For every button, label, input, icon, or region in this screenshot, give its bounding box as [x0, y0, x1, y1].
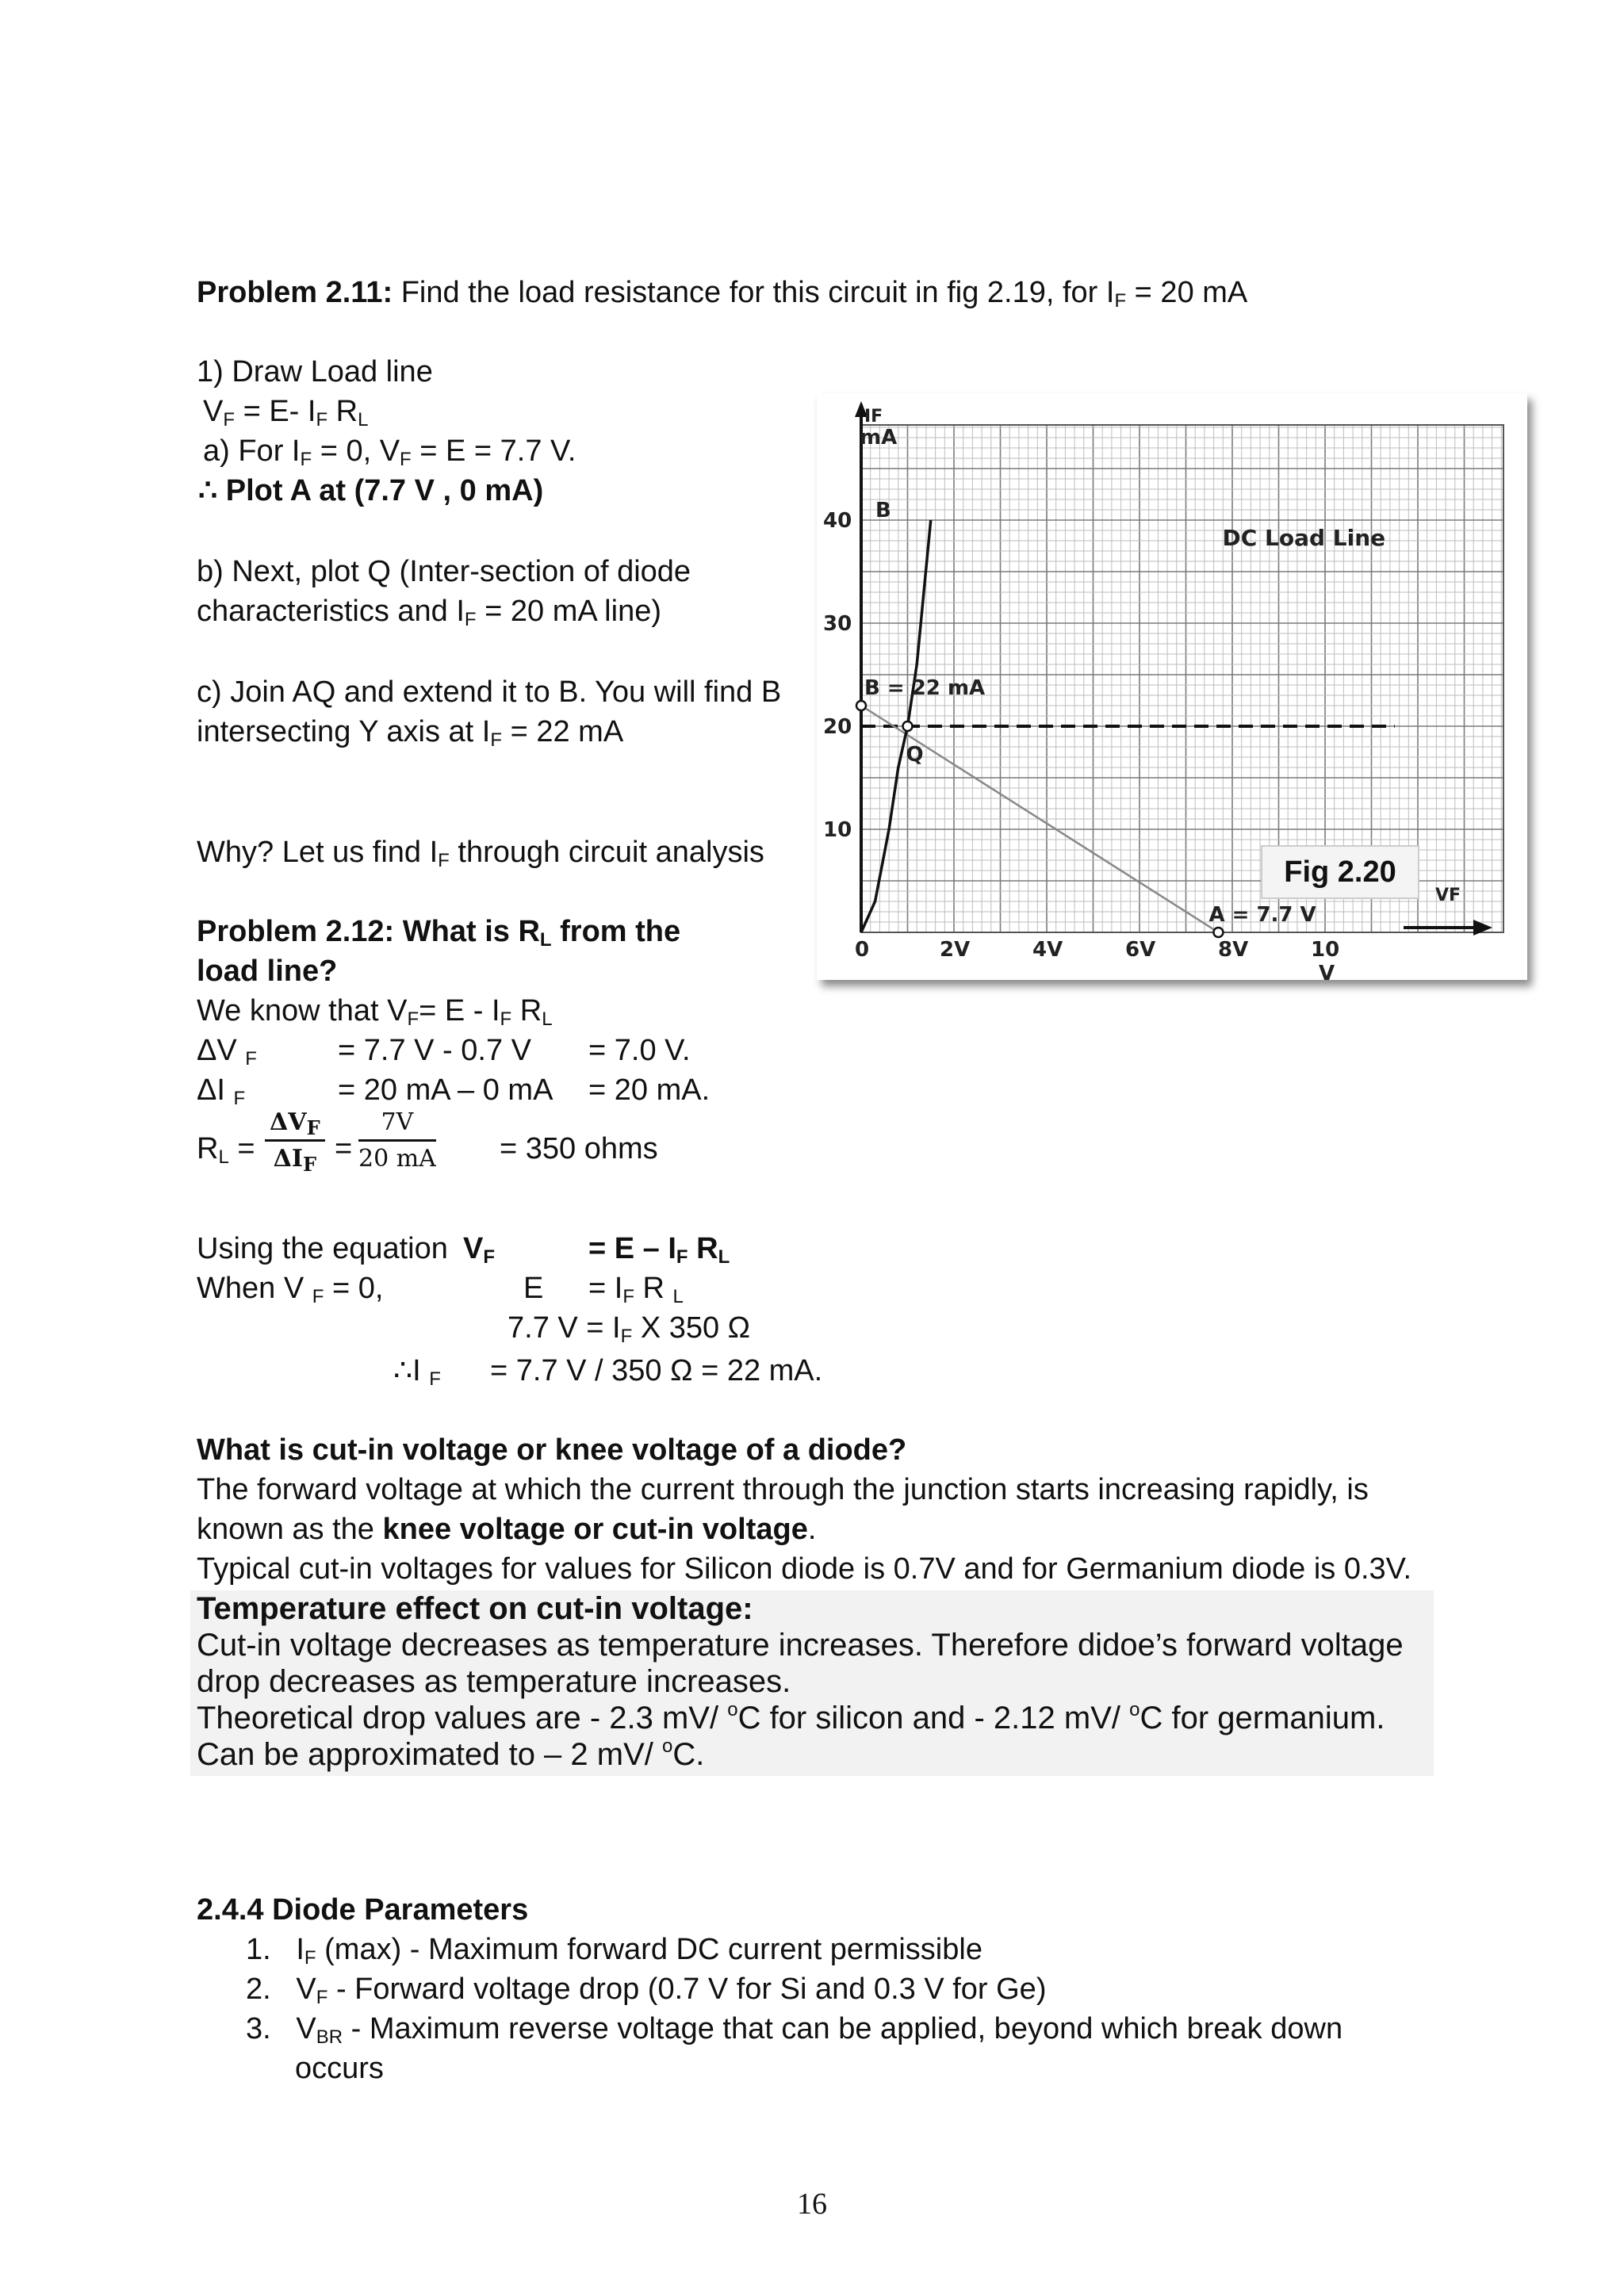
temp-line4-b: C. — [672, 1737, 705, 1772]
problem-2-11-text-end: = 20 mA — [1126, 276, 1248, 309]
why-text: Why? Let us find $I_F$ through circuit analysis — [197, 836, 764, 871]
temp-line3-b: C for silicon and - 2.12 mV/ — [737, 1701, 1130, 1735]
if-result: = 7.7 V / 350 Ω = 22 mA. — [490, 1354, 823, 1387]
delta-if-label: ΔI $_F$ — [197, 1073, 246, 1109]
cutin-p1-a: The forward voltage at which the current through the junction starts increasing rapidly, is — [197, 1473, 1369, 1506]
cutin-p1-c: . — [807, 1513, 817, 1546]
degree-sup: o — [1129, 1699, 1140, 1720]
x-tick-label: 0 — [855, 938, 870, 962]
degree-sup: o — [662, 1735, 673, 1757]
x-unit-label: V — [1319, 962, 1335, 980]
plot-a: ∴ Plot A at (7.7 V , 0 mA) — [198, 474, 544, 507]
problem-2-12-heading — [197, 913, 680, 950]
x-tick-label: 8V — [1218, 938, 1249, 962]
point-q — [903, 721, 913, 731]
temp-line3-c: C for germanium. — [1139, 1701, 1385, 1735]
temp-line4 — [197, 1736, 704, 1773]
fraction-den: $\Delta I_F$ — [273, 1145, 316, 1176]
e-eq: = $I_F$ R $_L$ — [588, 1272, 684, 1307]
problem-2-11-heading: Problem 2.11: — [197, 276, 393, 309]
problem-2-12-heading-c: load line? — [197, 955, 338, 988]
problem-2-12-heading-b: from the — [551, 915, 681, 948]
step-c-line1: c) Join AQ and extend it to B. You will find B — [197, 675, 782, 709]
using-vf: $V_F$ — [463, 1232, 496, 1268]
rl-label: $R_L$ = — [197, 1132, 255, 1168]
x-tick-label: 2V — [940, 938, 971, 962]
we-know: We know that $V_F= E - I_F$ $R_L$ — [197, 994, 553, 1030]
a-value-label: A = 7.7 V — [1208, 903, 1316, 927]
temp-line4-a: Can be approximated to – 2 mV/ — [197, 1737, 662, 1772]
step-b-line2: characteristics and $I_F = 20$ mA line) — [197, 595, 661, 630]
point-b — [856, 701, 866, 710]
params-heading: 2.4.4 Diode Parameters — [197, 1893, 529, 1927]
x-axis-label: VF — [1435, 886, 1461, 905]
x-tick-label: 10 — [1311, 938, 1340, 962]
equals-sign: = — [335, 1132, 353, 1165]
x-tick-label: 6V — [1125, 938, 1156, 962]
page-number: 16 — [797, 2187, 827, 2221]
param-item-2: 2. $V_F$ - Forward voltage drop (0.7 V for Si and 0.3 V for Ge) — [246, 1973, 1047, 2008]
fraction-num: 7V — [358, 1108, 436, 1142]
point-a — [1213, 928, 1223, 937]
point-q-label: Q — [906, 743, 924, 767]
line-7-7: 7.7 $V = I_F$ X 350 Ω — [508, 1311, 751, 1347]
y-axis-label: IF — [864, 407, 883, 427]
param-item-1: 1. $I_F$ (max) - Maximum forward DC current permissible — [246, 1933, 982, 1969]
step-b-line1: b) Next, plot Q (Inter-section of diode — [197, 555, 691, 588]
delta-vf-calc: = 7.7 V - 0.7 V — [338, 1034, 531, 1067]
temp-line2: drop decreases as temperature increases. — [197, 1664, 791, 1699]
temp-heading: Temperature effect on cut-in voltage: — [197, 1591, 753, 1626]
cutin-p1-b — [197, 1511, 816, 1548]
temp-line3 — [197, 1700, 1385, 1736]
delta-if-calc: = 20 mA – 0 mA — [338, 1073, 553, 1107]
b-value-label: B = 22 mA — [864, 676, 986, 700]
y-unit-label: mA — [860, 426, 898, 450]
point-b-label: B — [875, 499, 891, 522]
load-line-chart — [817, 393, 1527, 980]
temperature-box — [190, 1590, 1434, 1776]
param-item-3: 3. $V_{BR}$ - Maximum reverse voltage that can be applied, beyond which break down — [246, 2012, 1343, 2048]
problem-2-12-heading-a: Problem 2.12: What is R — [197, 915, 540, 948]
y-tick-label: 40 — [823, 509, 852, 533]
subscript: L — [539, 929, 552, 951]
cutin-heading: What is cut-in voltage or knee voltage of a diode? — [197, 1433, 907, 1467]
y-tick-label: 10 — [823, 818, 852, 842]
fraction-dvf-dif — [265, 1108, 325, 1176]
cutin-p2: Typical cut-in voltages for values for Silicon diode is 0.7V and for Germanium diode is 0.3V. — [197, 1552, 1412, 1586]
delta-vf-result: = 7.0 V. — [588, 1034, 691, 1067]
subscript: F — [1114, 290, 1127, 312]
therefore-if: ∴I $_F$ — [393, 1354, 441, 1390]
temp-line1: Cut-in voltage decreases as temperature increases. Therefore didoe’s forward voltage — [197, 1628, 1404, 1663]
delta-if-result: = 20 mA. — [588, 1073, 710, 1107]
step-a: a) For $I_F = 0$, $V_F = E = 7.7$ V. — [203, 434, 576, 470]
delta-vf-label: ΔV $_F$ — [197, 1034, 257, 1070]
e-label: E — [523, 1272, 544, 1305]
fraction-7v-20ma — [358, 1108, 436, 1173]
rl-result: = 350 ohms — [500, 1132, 658, 1165]
y-tick-label: 20 — [823, 715, 852, 739]
figure-2-20 — [817, 393, 1527, 980]
fraction-num: $\Delta V_F$ — [265, 1108, 325, 1142]
when-text: When V $_F$ = 0, — [197, 1272, 384, 1307]
y-tick-label: 30 — [823, 612, 852, 636]
using-eq: = E – $I_F$ $R_L$ — [588, 1232, 730, 1268]
fraction-den: 20 mA — [358, 1145, 436, 1173]
temp-line3-a: Theoretical drop values are - 2.3 mV/ — [197, 1701, 728, 1735]
dc-load-line-label: DC Load Line — [1222, 525, 1386, 551]
problem-2-11-text: Find the load resistance for this circuit in fig 2.19, for I — [400, 276, 1115, 309]
param-item-3-cont: occurs — [295, 2052, 384, 2085]
x-tick-label: 4V — [1032, 938, 1063, 962]
cutin-p1-bold: knee voltage or cut-in voltage — [382, 1513, 808, 1546]
using-text: Using the equation — [197, 1232, 448, 1265]
fig-label: Fig 2.20 — [1261, 845, 1419, 899]
problem-2-11-line — [197, 274, 1247, 311]
step-c-line2: intersecting Y axis at $I_F = 22$ mA — [197, 715, 624, 751]
cutin-p1-b-text: known as the — [197, 1513, 383, 1546]
load-line-equation: $V_F = E-$ $I_F$ $R_L$ — [203, 395, 369, 430]
degree-sup: o — [727, 1699, 738, 1720]
step1-title: 1) Draw Load line — [197, 355, 433, 388]
